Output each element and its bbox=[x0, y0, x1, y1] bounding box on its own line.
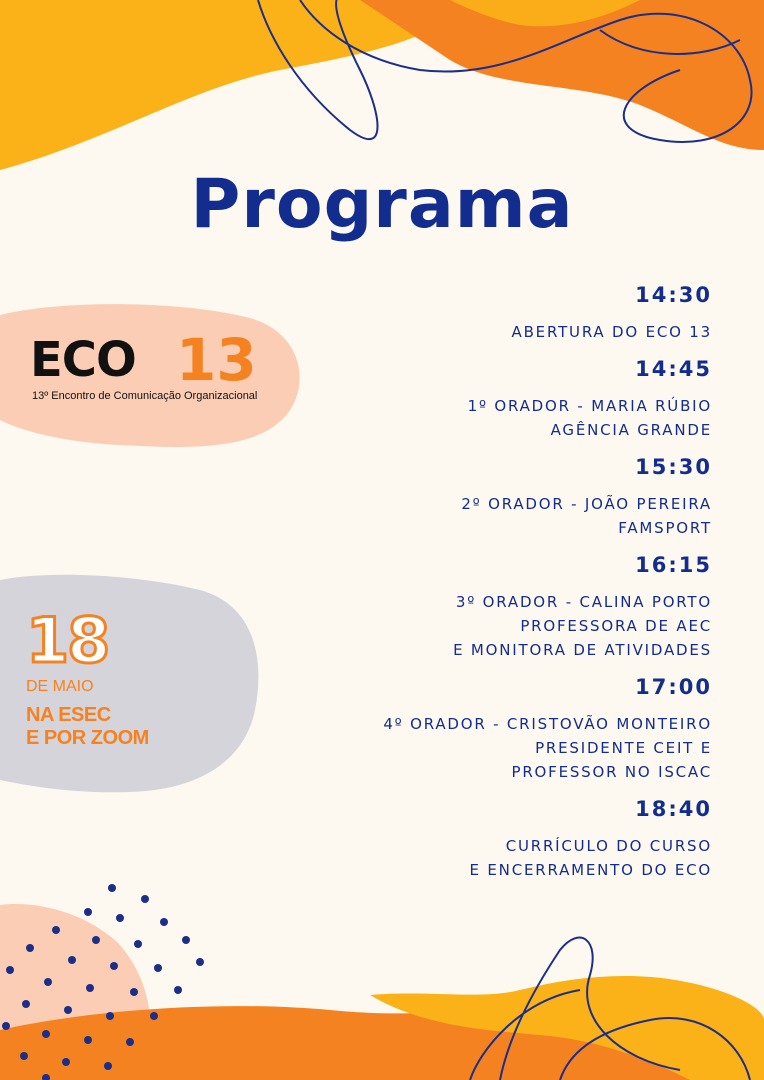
schedule-description bbox=[272, 394, 712, 442]
schedule-item bbox=[272, 354, 712, 442]
schedule-line: PROFESSOR NO ISCAC bbox=[511, 763, 712, 781]
schedule-time: 18:40 bbox=[635, 797, 712, 821]
logo-eco-text: ECO bbox=[30, 332, 136, 388]
schedule-line: 3º ORADOR - CALINA PORTO bbox=[455, 593, 712, 611]
schedule-line: 1º ORADOR - MARIA RÚBIO bbox=[467, 397, 712, 415]
schedule-line: E MONITORA DE ATIVIDADES bbox=[453, 641, 712, 659]
schedule-item bbox=[272, 452, 712, 540]
page-title: Programa bbox=[190, 165, 574, 244]
event-day: 18 bbox=[26, 604, 109, 677]
schedule-line: 2º ORADOR - JOÃO PEREIRA bbox=[461, 495, 712, 513]
schedule-line: FAMSPORT bbox=[618, 519, 712, 537]
schedule-time: 14:30 bbox=[635, 283, 712, 307]
event-month: DE MAIO bbox=[26, 678, 94, 695]
schedule-line: PRESIDENTE CEIT E bbox=[535, 739, 712, 757]
schedule-description bbox=[272, 492, 712, 540]
schedule-item bbox=[272, 280, 712, 344]
schedule-time: 16:15 bbox=[635, 553, 712, 577]
schedule-item bbox=[272, 550, 712, 662]
schedule-description bbox=[272, 712, 712, 784]
schedule-item bbox=[272, 672, 712, 784]
schedule-list bbox=[272, 280, 712, 892]
logo-subtitle: 13º Encontro de Comunicação Organizacional bbox=[32, 390, 258, 402]
schedule-description bbox=[272, 590, 712, 662]
event-place-line1: NA ESEC bbox=[26, 704, 111, 726]
schedule-time: 14:45 bbox=[635, 357, 712, 381]
schedule-line: PROFESSORA DE AEC bbox=[520, 617, 712, 635]
eco13-logo bbox=[26, 328, 276, 408]
schedule-time: 17:00 bbox=[635, 675, 712, 699]
schedule-line: CURRÍCULO DO CURSO bbox=[505, 837, 712, 855]
schedule-line: AGÊNCIA GRANDE bbox=[550, 421, 712, 439]
event-place bbox=[26, 704, 149, 750]
schedule-description bbox=[272, 320, 712, 344]
event-place-line2: E POR ZOOM bbox=[26, 727, 149, 749]
schedule-line: 4º ORADOR - CRISTOVÃO MONTEIRO bbox=[383, 715, 712, 733]
schedule-item bbox=[272, 794, 712, 882]
schedule-line: E ENCERRAMENTO DO ECO bbox=[469, 861, 712, 879]
schedule-line: ABERTURA DO ECO 13 bbox=[511, 323, 712, 341]
schedule-time: 15:30 bbox=[635, 455, 712, 479]
logo-number: 13 bbox=[176, 326, 257, 394]
event-date-block bbox=[26, 604, 149, 750]
schedule-description bbox=[272, 834, 712, 882]
